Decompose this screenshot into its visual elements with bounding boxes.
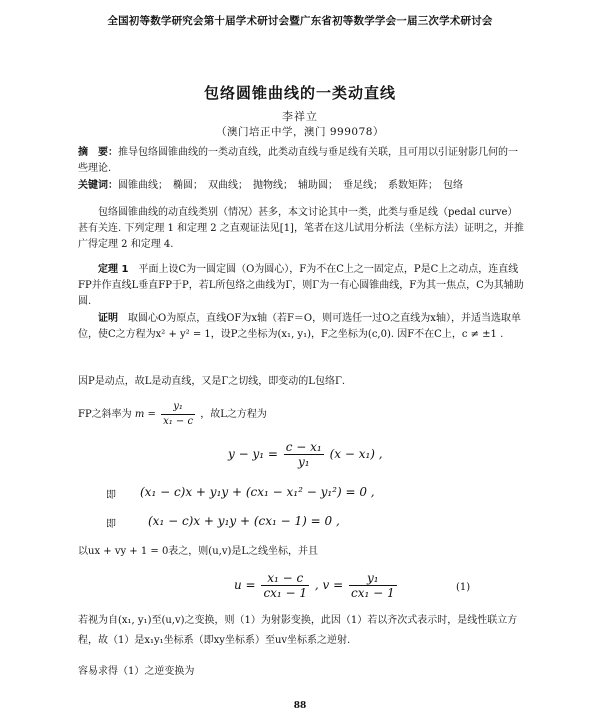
line-coords-text: 以ux + vy + 1 = 0表之，则(u,v)是L之线坐标，并且: [78, 546, 319, 557]
u-fraction: [261, 571, 309, 600]
keywords: [78, 178, 524, 194]
u-denominator: cx₁ − 1: [263, 586, 308, 600]
keywords-label: 关键词：: [78, 180, 118, 191]
line-L-fraction: [284, 440, 324, 469]
ji-label-2: 即: [106, 519, 116, 530]
abstract-text: 推导包络圆锥曲线的一类动直线，此类动直线与垂足线有关联，且可用以引证射影几何的一些理论.: [78, 147, 518, 174]
u-numerator: x₁ − c: [267, 571, 304, 585]
proof-label: 证明: [98, 313, 118, 324]
equation-number: (1): [456, 582, 471, 593]
proof: [78, 311, 524, 343]
intro-paragraph: 包络圆锥曲线的动直线类别（情况）甚多，本文讨论其中一类，此类与垂足线（pedal curve）甚有关连. 下列定理 1 和定理 2 之直观证法见[1]，笔者在这儿试用分析法（坐标方法）证明之，并推广得定理 2 和定理 4.: [78, 207, 524, 250]
theorem-1: [78, 262, 524, 310]
abstract-label: 摘 要：: [78, 147, 118, 158]
author-name: 李祥立: [282, 110, 318, 123]
v-fraction: [349, 571, 397, 600]
u-lhs: u =: [234, 578, 256, 592]
slope-text-pre: FP之斜率为: [78, 409, 132, 420]
equation-2: (x₁ − c)x + y₁y + (cx₁ − x₁² − y₁²) = 0 ,: [140, 485, 375, 499]
equation-1: u = $\frac{\text{x₁ − c}}{\text{cx₁ − 1}}$ , v = $\frac{\text{y₁}}{\text{cx₁ − 1}}$: [234, 571, 395, 600]
line-L-lhs: y − y₁ =: [228, 447, 278, 461]
running-header: 全国初等数学研究会第十届学术研讨会暨广东省初等数学学会一届三次学术研讨会: [107, 15, 493, 27]
theorem-1-text: 平面上设C为一圆定圆（O为圆心），F为不在C上之一固定点，P是C上之动点，连直线FP并作直线L垂直FP于P，若L所包络之曲线为Γ，则Γ为一有心圆锥曲线，F为其一焦点，C为其辅助圆.: [78, 264, 524, 307]
line-L-denominator: y₁: [284, 454, 324, 469]
line-L-equation: [228, 440, 383, 469]
author-affiliation: （澳门培正中学，澳门 999078）: [216, 126, 384, 138]
proof-text: 取圆心O为原点，直线OF为x轴（若F＝O，则可选任一过O之直线为x轴），并适当选取单位，使C之方程为x² + y² = 1，设P之坐标为(x₁, y₁)，F之坐标为(c,0). 因F不在C上，c ≠ ±1 .: [78, 313, 521, 340]
theorem-1-label: 定理 1: [98, 264, 129, 275]
transform-text: 若视为自(x₁, y₁)至(u,v)之变换，则（1）为射影变换，此因（1）若以齐次式表示时，是线性联立方程，故（1）是x₁y₁坐标系（即xy坐标系）至uv坐标系之逆射.: [78, 615, 518, 646]
ji-label-1: 即: [106, 490, 116, 501]
line-L-numerator: c − x₁: [285, 440, 322, 454]
slope-fraction: [161, 400, 195, 429]
v-numerator: y₁: [367, 571, 379, 585]
slope-numerator: y₁: [173, 401, 183, 412]
line-L-rhs: (x − x₁) ,: [329, 447, 383, 461]
inverse-text: 容易求得（1）之逆变换为: [78, 666, 195, 677]
page-number: 88: [293, 701, 307, 711]
slope-m: m =: [134, 409, 156, 420]
equation-3: (x₁ − c)x + y₁y + (cx₁ − 1) = 0 ,: [148, 514, 340, 528]
line-gamma-text: 因P是动点，故L是动直线，又是Γ之切线，即变动的L包络Γ.: [78, 376, 346, 387]
slope-denominator: x₁ − c: [163, 416, 194, 427]
v-denominator: cx₁ − 1: [351, 586, 395, 600]
paper-title: 包络圆锥曲线的一类动直线: [203, 84, 396, 102]
abstract: [78, 145, 524, 177]
keywords-text: 圆锥曲线； 椭圆； 双曲线； 抛物线； 辅助圆； 垂足线； 系数矩阵； 包络: [118, 180, 463, 191]
v-lhs: v =: [322, 578, 344, 592]
slope-text-post: ，故L之方程为: [200, 409, 267, 420]
slope-line: [78, 398, 524, 432]
